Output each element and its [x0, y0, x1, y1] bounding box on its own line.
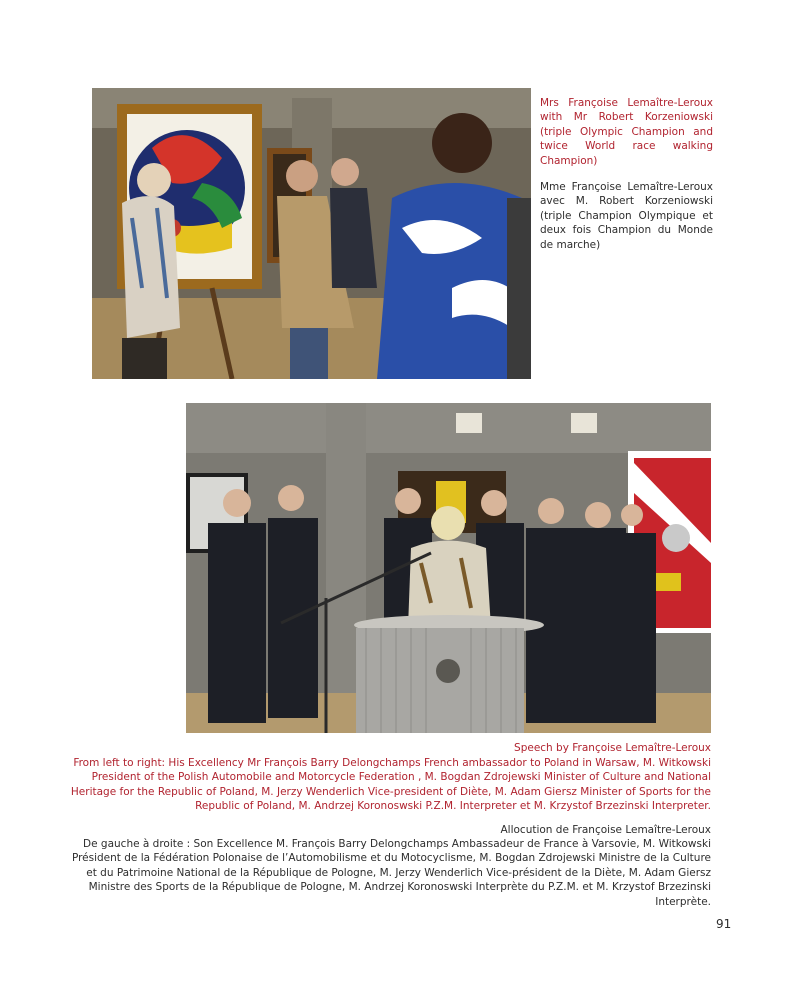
top-caption-french: Mme Françoise Lemaître-Leroux avec M. Robert Korzeniowski (triple Champion Olympique et deux fois Champion du Monde de marche) — [540, 181, 713, 251]
bottom-caption-french: De gauche à droite : Son Excellence M. François Barry Delongchamps Ambassadeur de France à Varsovie, M. Witkowski Président de la Fédération Polonaise de l’Automobilisme et du Motocyclisme, M. Bogdan Zdrojewski Ministre de la Culture et du Patrimoine National de la République de Pologne, M. Jerzy Wenderlich Vice-président de la Diète, M. Adam Giersz Ministre des Sports de la République de Pologne, M. Andrzej Koronoswski Interprète du P.Z.M. et M. Krzystof Brzezinski Interprète. — [71, 838, 711, 908]
top-caption-english: Mrs Françoise Lemaître-Leroux with Mr Robert Korzeniowski (triple Olympic Champion and twice World race walking Champion) — [540, 97, 713, 167]
page-number: 91 — [716, 917, 732, 931]
bottom-caption-english: From left to right: His Excellency Mr François Barry Delongchamps French ambassador to Poland in Warsaw, M. Witkowski President of the Polish Automobile and Motorcycle Federation , M. Bogdan Zdrojewski Minister of Culture and National Heritage for the Republic of Poland, M. Jerzy Wenderlich Vice-president of Diète, M. Adam Giersz Minister of Sports for the Republic of Poland, M. Andrzej Koronoswski P.Z.M. Interpreter et M. Krzystof Brzezinski Interpreter. — [70, 757, 711, 813]
bottom-caption-title-french: Allocution de Françoise Lemaître-Leroux — [500, 824, 711, 836]
photo-speech — [186, 403, 711, 733]
bottom-caption-title-english: Speech by Françoise Lemaître-Leroux — [514, 742, 711, 754]
photo-gallery-visit — [92, 88, 531, 379]
top-photo-caption — [540, 96, 713, 252]
